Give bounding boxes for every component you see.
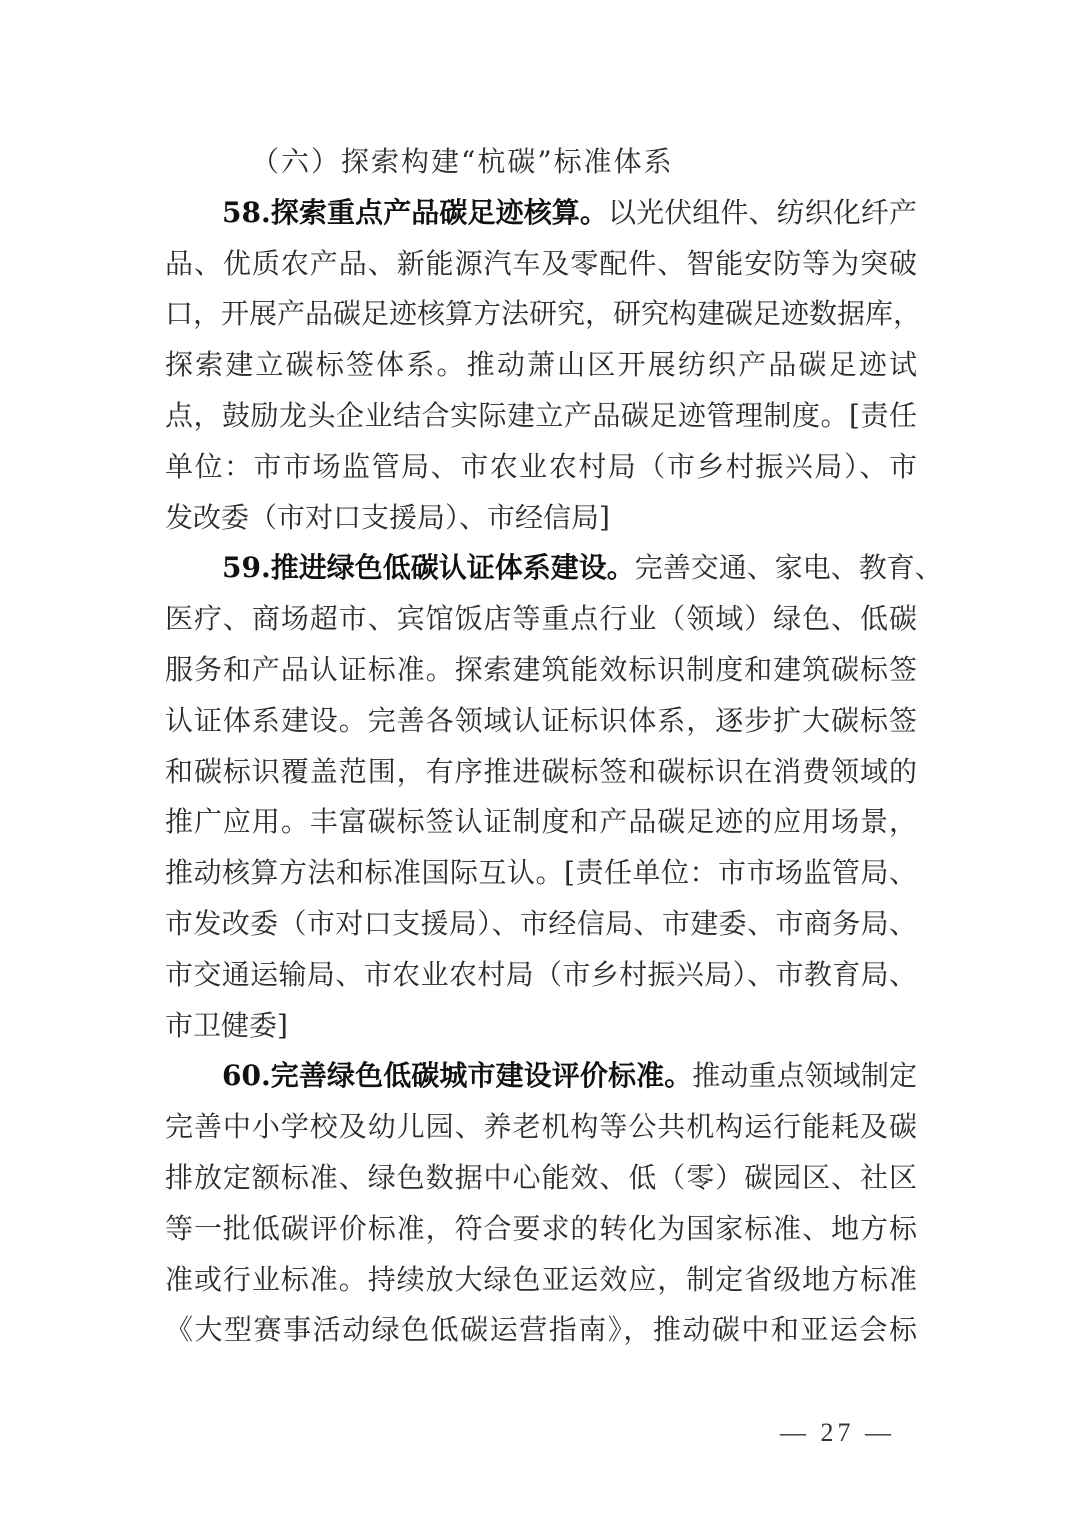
item-line: 医疗、商场超市、宾馆饭店等重点行业（领域）绿色、低碳 — [165, 602, 917, 636]
item-line: 点，鼓励龙头企业结合实际建立产品碳足迹管理制度。[责任 — [165, 398, 917, 432]
item-line: 单位：市市场监管局、市农业农村局（市乡村振兴局）、市 — [165, 449, 917, 483]
item-lead: 59.推进绿色低碳认证体系建设。 — [222, 551, 635, 585]
item-text: 推动重点领域制定 — [692, 1059, 917, 1093]
item-59 — [165, 543, 943, 1051]
item-line: 完善中小学校及幼儿园、养老机构等公共机构运行能耗及碳 — [165, 1110, 917, 1144]
item-58 — [165, 188, 922, 544]
item-line: 市发改委（市对口支援局）、市经信局、市建委、市商务局、 — [165, 906, 917, 940]
item-line: 排放定额标准、绿色数据中心能效、低（零）碳园区、社区 — [165, 1160, 917, 1194]
item-line: 等一批低碳评价标准，符合要求的转化为国家标准、地方标 — [165, 1211, 917, 1245]
item-first-line — [165, 188, 917, 239]
item-line: 发改委（市对口支援局）、市经信局] — [165, 500, 610, 534]
item-line: 探索建立碳标签体系。推动萧山区开展纺织产品碳足迹试 — [165, 348, 917, 382]
page-number: — 27 — — [780, 1418, 895, 1447]
document-page — [165, 137, 943, 1356]
item-line: 认证体系建设。完善各领域认证标识体系，逐步扩大碳标签 — [165, 703, 917, 737]
item-line: 品、优质农产品、新能源汽车及零配件、智能安防等为突破 — [165, 246, 917, 280]
section-heading: （六）探索构建“杭碳”标准体系 — [251, 145, 674, 178]
item-line: 推动核算方法和标准国际互认。[责任单位：市市场监管局、 — [165, 856, 917, 890]
item-line: 准或行业标准。持续放大绿色亚运效应，制定省级地方标准 — [165, 1262, 917, 1296]
item-line: 市交通运输局、市农业农村局（市乡村振兴局）、市教育局、 — [165, 957, 917, 991]
item-line: 服务和产品认证标准。探索建筑能效标识制度和建筑碳标签 — [165, 652, 917, 686]
item-line: 和碳标识覆盖范围，有序推进碳标签和碳标识在消费领域的 — [165, 754, 917, 788]
item-text: 以光伏组件、纺织化纤产 — [608, 195, 917, 229]
item-line: 市卫健委] — [165, 1008, 288, 1042]
item-text: 完善交通、家电、教育、 — [634, 551, 943, 585]
item-line: 口，开展产品碳足迹核算方法研究，研究构建碳足迹数据库， — [165, 297, 922, 331]
item-line: 《大型赛事活动绿色低碳运营指南》，推动碳中和亚运会标 — [165, 1313, 917, 1347]
item-lead: 58.探索重点产品碳足迹核算。 — [222, 195, 608, 229]
item-line: 推广应用。丰富碳标签认证制度和产品碳足迹的应用场景， — [165, 805, 917, 839]
item-first-line — [165, 1051, 917, 1102]
item-60 — [165, 1051, 917, 1356]
item-lead: 60.完善绿色低碳城市建设评价标准。 — [222, 1059, 693, 1093]
item-first-line — [165, 543, 943, 594]
